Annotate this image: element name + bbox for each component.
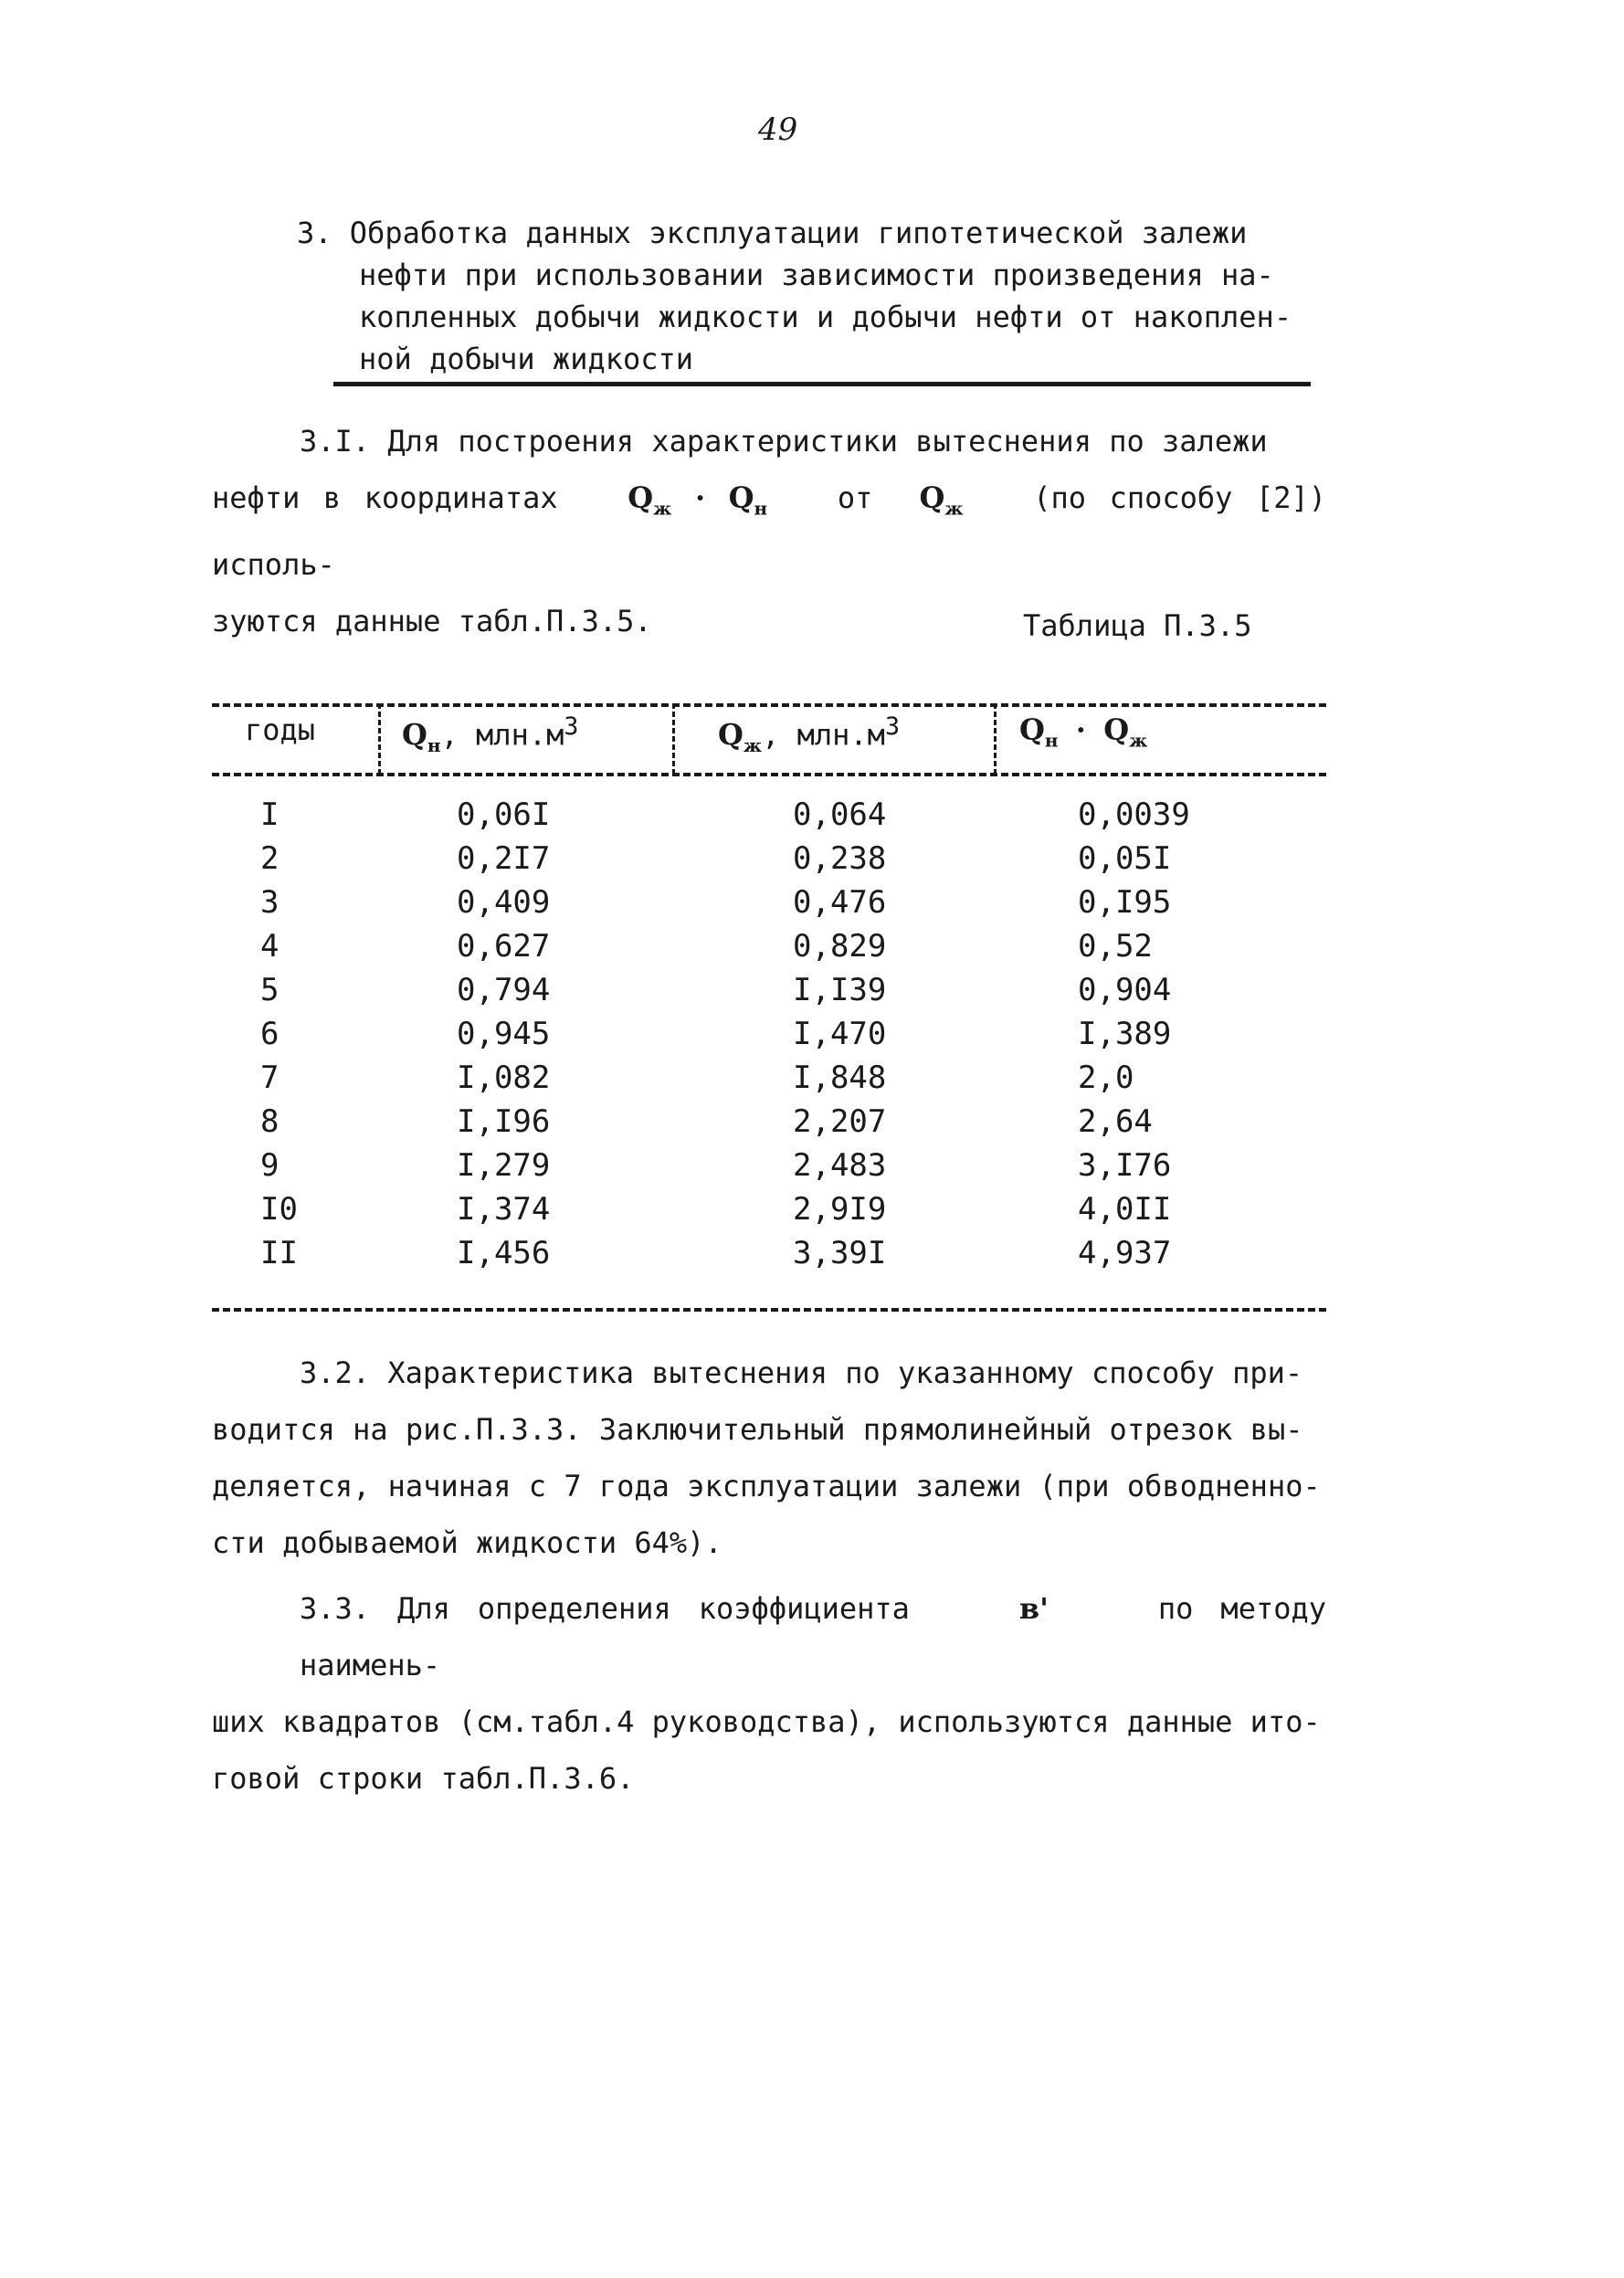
table-row: 3 0,409 0,476 0,I95 (260, 884, 1172, 921)
paragraph-3-3 (212, 1580, 1326, 1807)
heading-text-1: Обработка данных эксплуатации гипотетической залежи (349, 216, 1248, 250)
p32-line-1: 3.2. Характеристика вытеснения по указанному способу при- (300, 1355, 1303, 1390)
table-row: I0 I,374 2,9I9 4,0II (260, 1191, 1172, 1228)
p33-line-3: говой строки табл.П.3.6. (212, 1761, 635, 1796)
table-col-separator-1 (378, 703, 381, 775)
header-years: годы (245, 712, 316, 747)
q-zh-symbol: $Q_ж$ (627, 480, 672, 520)
section-number: 3. (297, 216, 332, 250)
header-qn: $Q_н$, $млн.м^3$ (402, 712, 579, 757)
table-row: 6 0,945 I,470 I,389 (260, 1016, 1172, 1052)
table-row: II I,456 3,39I 4,937 (260, 1235, 1172, 1271)
table-row: 7 I,082 I,848 2,0 (260, 1060, 1134, 1096)
page-number: 49 (758, 111, 798, 148)
p32-line-2: водится на рис.П.3.3. Заключительный прямолинейный отрезок вы- (212, 1412, 1303, 1447)
heading-line-1 (297, 212, 1311, 254)
p32-line-3: деляется, начиная с 7 года эксплуатации залежи (при обводненно- (212, 1469, 1321, 1503)
q-n-symbol: $Q_н$ (728, 480, 768, 520)
table-row: 2 0,2I7 0,238 0,05I (260, 840, 1172, 877)
paragraph-3-2 (212, 1345, 1326, 1571)
table-caption: Таблица П.3.5 (1023, 608, 1252, 643)
p32-line-4: сти добываемой жидкости 64%). (212, 1525, 722, 1560)
header-qzh: $Q_ж$, $млн.м^3$ (718, 712, 900, 757)
coefficient-b-symbol: в' (1018, 1591, 1049, 1626)
heading-line-2: нефти при использовании зависимости произведения на- (359, 258, 1274, 292)
table-row: 8 I,I96 2,207 2,64 (260, 1103, 1153, 1140)
table-row: 4 0,627 0,829 0,52 (260, 928, 1153, 965)
header-product: $Q_н \cdot Q_ж$ (1019, 712, 1148, 752)
reference: [2] (1256, 480, 1309, 515)
heading-underline (333, 382, 1311, 386)
table-row: I 0,06I 0,064 0,0039 (260, 796, 1190, 833)
table-col-separator-2 (672, 703, 675, 775)
section-heading (297, 212, 1311, 380)
p33-line-2: ших квадратов (см.табл.4 руководства), используются данные ито- (212, 1704, 1321, 1739)
heading-line-3: копленных добычи жидкости и добычи нефти от накоплен- (359, 300, 1292, 334)
p31-line-3: зуются данные табл.П.3.5. (212, 604, 652, 639)
p31-line-2: нефти в координатах $Q_ж \cdot Q_н$ от $Q_ж$ (по способу [2]) исполь- (212, 480, 1327, 583)
table-bottom-rule (212, 1308, 1326, 1312)
heading-line-4: ной добычи жидкости (359, 342, 694, 376)
table-row: 5 0,794 I,I39 0,904 (260, 972, 1172, 1008)
table-row: 9 I,279 2,483 3,I76 (260, 1147, 1172, 1184)
table-col-separator-3 (994, 703, 997, 775)
q-zh-symbol-2: $Q_ж$ (919, 480, 964, 520)
p31-line-1: 3.I. Для построения характеристики вытеснения по залежи (300, 424, 1268, 459)
p33-line-1: 3.3. Для определения коэффициента в' по методу наимень- (300, 1591, 1327, 1682)
